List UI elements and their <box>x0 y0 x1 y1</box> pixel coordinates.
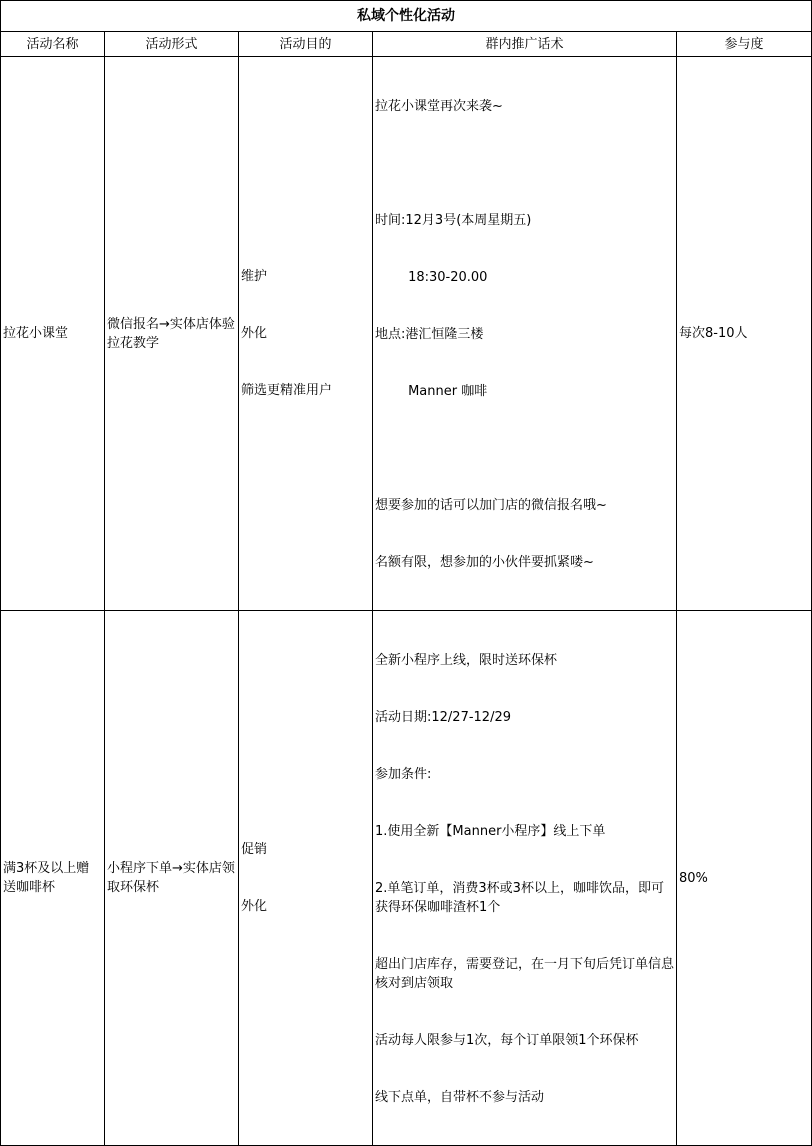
purpose-line: 外化 <box>241 899 268 914</box>
purpose-line: 外化 <box>241 326 268 341</box>
header-activity-name[interactable]: 活动名称 <box>1 32 105 57</box>
promo-line <box>375 439 674 458</box>
header-activity-purpose[interactable]: 活动目的 <box>239 32 373 57</box>
header-row <box>1 32 812 57</box>
cell-promo-script[interactable] <box>373 611 677 1146</box>
purpose-line: 维护 <box>241 269 268 284</box>
table-row <box>1 57 812 611</box>
promo-line: 线下点单，自带杯不参与活动 <box>375 1090 545 1105</box>
cell-activity-purpose[interactable] <box>239 57 373 611</box>
cell-activity-purpose[interactable] <box>239 611 373 1146</box>
promo-line: Manner 咖啡 <box>375 384 488 399</box>
cell-activity-format[interactable]: 微信报名→实体店体验拉花教学 <box>105 57 239 611</box>
cell-activity-name[interactable]: 拉花小课堂 <box>1 57 105 611</box>
purpose-line: 促销 <box>241 842 268 857</box>
promo-line <box>375 154 674 173</box>
promo-line: 18:30-20.00 <box>375 270 488 285</box>
promo-line: 全新小程序上线，限时送环保杯 <box>375 653 558 668</box>
promo-line: 拉花小课堂再次来袭~ <box>375 99 503 114</box>
promo-line: 地点:港汇恒隆三楼 <box>375 327 484 342</box>
cell-activity-format[interactable]: 小程序下单→实体店领取环保杯 <box>105 611 239 1146</box>
header-group-promo-script[interactable]: 群内推广话术 <box>373 32 677 57</box>
promo-line: 活动每人限参与1次，每个订单限领1个环保杯 <box>375 1033 639 1048</box>
promo-line: 超出门店库存，需要登记，在一月下旬后凭订单信息核对到店领取 <box>375 957 675 991</box>
cell-activity-name[interactable]: 满3杯及以上赠送咖啡杯 <box>1 611 105 1146</box>
cell-promo-script[interactable] <box>373 57 677 611</box>
promo-line: 1.使用全新【Manner小程序】线上下单 <box>375 824 606 839</box>
header-participation[interactable]: 参与度 <box>677 32 812 57</box>
title-row <box>1 1 812 32</box>
promo-line: 想要参加的话可以加门店的微信报名哦~ <box>375 498 607 513</box>
promo-line: 时间:12月3号(本周星期五) <box>375 213 532 228</box>
promo-line: 活动日期:12/27-12/29 <box>375 710 511 725</box>
cell-participation[interactable]: 80% <box>677 611 812 1146</box>
header-activity-format[interactable]: 活动形式 <box>105 32 239 57</box>
table-row <box>1 611 812 1146</box>
promo-line: 2.单笔订单，消费3杯或3杯以上，咖啡饮品，即可获得环保咖啡渣杯1个 <box>375 881 664 915</box>
cell-participation[interactable]: 每次8-10人 <box>677 57 812 611</box>
table-title[interactable]: 私域个性化活动 <box>1 1 812 32</box>
promo-line: 参加条件: <box>375 767 432 782</box>
promo-line: 名额有限，想参加的小伙伴要抓紧喽~ <box>375 555 594 570</box>
purpose-line: 筛选更精准用户 <box>241 383 333 398</box>
